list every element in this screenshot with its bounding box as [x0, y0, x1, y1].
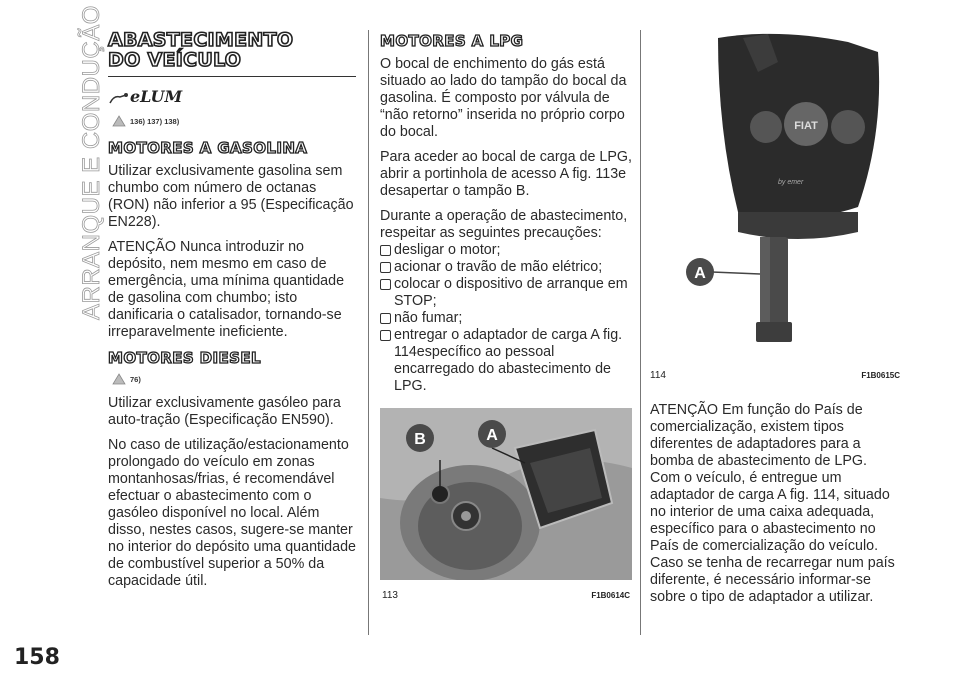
list-item: acionar o travão de mão elétrico; [380, 259, 632, 276]
warning-triangle-icon [112, 115, 126, 127]
adapter-brand: FIAT [794, 120, 818, 132]
warning-triangle-icon [112, 373, 126, 385]
list-item: colocar o dispositivo de arranque em STOP; [380, 276, 632, 310]
hand-pump-icon [108, 89, 130, 107]
lpg-adapter-warning: ATENÇÃO Em função do País de comercialização, existem tipos diferentes de adaptadores para a bomba de abastecimento de LPG. Com o veículo, é entregue um adaptador de carga A fig. 114, situado no interior de uma caixa adequada, específico para o abastecimento no País de comercialização do veículo. Caso se tenha de recarregar num país diferente, é necessário informar-se sobre o tipo de adaptador a utilizar. [650, 402, 895, 605]
list-item: entregar o adaptador de carga A fig. 114específico ao pessoal encarregado do abastecimento de LPG. [380, 327, 632, 395]
diesel-paragraph-1: Utilizar exclusivamente gasóleo para auto-tração (Especificação EN590). [108, 395, 341, 428]
fuel-door-illustration [380, 408, 632, 580]
eco-label: eLUM [130, 87, 183, 106]
column-divider-2 [640, 30, 641, 635]
diesel-paragraph-2: No caso de utilização/estacionamento prolongado do veículo em zonas montanhosas/frias, é recomendável efectuar o abastecimento com o gasóleo disponível no local. Além disso, nestes casos, sugere-se manter no interior do depósito uma quantidade de combustível superior a 50% da capacidade útil. [108, 437, 356, 589]
title-underline [108, 76, 356, 77]
bullet-box-icon [380, 330, 391, 341]
callout-a: A [694, 265, 706, 282]
callout-a: A [486, 427, 498, 444]
figure-number: 114 [650, 370, 666, 381]
petrol-paragraph-1: Utilizar exclusivamente gasolina sem chumbo com número de octanas (RON) não inferior a 95 (Especificação EN228). [108, 163, 354, 230]
bullet-box-icon [380, 279, 391, 290]
page-number: 158 [14, 645, 60, 670]
diesel-refs-text: 76) [130, 375, 141, 384]
lpg-title: MOTORES A LPG [380, 32, 524, 50]
petrol-paragraph-2: ATENÇÃO Nunca introduzir no depósito, nem mesmo em caso de emergência, uma mínima quantidade de gasolina com chumbo; isto danificaria o catalisador, tornando-se irreparavelmente ineficiente. [108, 239, 345, 340]
column-1 [108, 30, 358, 598]
column-divider-1 [368, 30, 369, 635]
main-title-line2: DO VEÍCULO [108, 49, 242, 71]
column-3-text [650, 402, 900, 614]
chapter-side-title-text: ARRANQUE E CONDUÇÃO [78, 5, 105, 320]
list-item: desligar o motor; [380, 242, 632, 259]
diesel-warning-refs [108, 373, 358, 387]
warning-refs-text: 136) 137) 138) [130, 117, 180, 126]
bullet-box-icon [380, 313, 391, 324]
bullet-box-icon [380, 262, 391, 273]
figure-code: F1B0615C [861, 371, 900, 380]
diesel-title: MOTORES DIESEL [108, 349, 261, 367]
lpg-paragraph-2: Para aceder ao bocal de carga de LPG, abrir a portinhola de acesso A fig. 113e desapertar o tampão B. [380, 149, 632, 199]
chapter-side-title [42, 5, 105, 320]
petrol-title: MOTORES A GASOLINA [108, 139, 308, 157]
bullet-box-icon [380, 245, 391, 256]
main-title-line1: ABASTECIMENTO [108, 29, 294, 51]
figure-113 [380, 408, 632, 604]
lpg-paragraph-1: O bocal de enchimento do gás está situado ao lado do tampão do bocal da gasolina. É composto por válvula de “não retorno” inserida no próprio corpo do bocal. [380, 56, 627, 140]
precautions-list [380, 242, 632, 395]
lpg-adapter-illustration [648, 32, 902, 362]
list-item: não fumar; [380, 310, 632, 327]
callout-b: B [414, 431, 426, 448]
adapter-brand-small: by emer [778, 179, 804, 186]
lpg-paragraph-3: Durante a operação de abastecimento, respeitar as seguintes precauções: [380, 208, 628, 241]
eco-logo [108, 85, 358, 109]
warning-refs [108, 115, 358, 129]
column-2 [380, 32, 632, 395]
figure-code: F1B0614C [591, 591, 630, 600]
figure-114 [648, 32, 902, 382]
figure-number: 113 [382, 590, 398, 601]
